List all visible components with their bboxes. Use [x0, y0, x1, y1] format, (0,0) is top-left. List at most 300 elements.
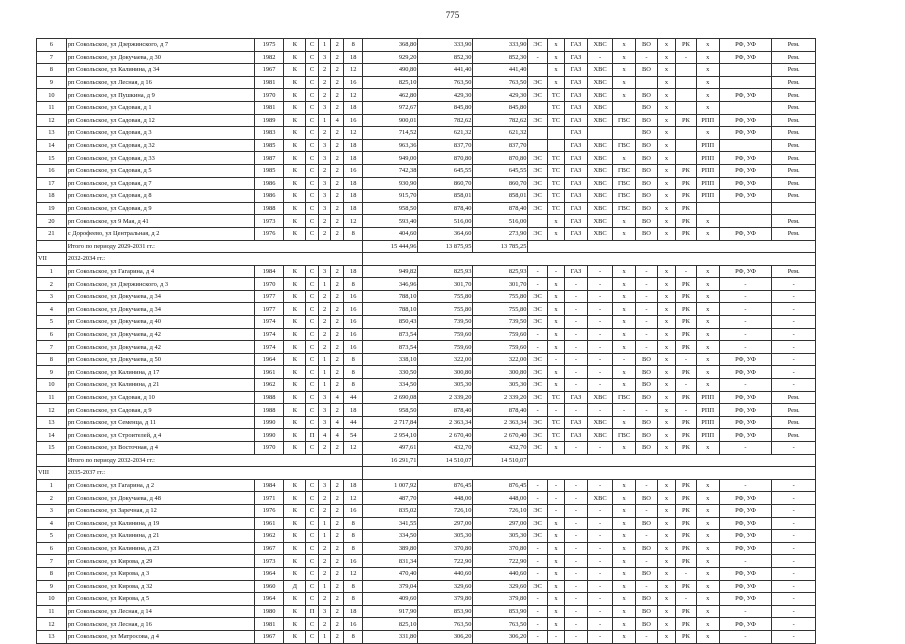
cell-w2: ТС	[547, 114, 564, 127]
cell-t: С	[306, 366, 319, 379]
cell-w11: -	[772, 504, 816, 517]
cell-a: 18	[343, 177, 362, 190]
cell-w2: х	[547, 328, 564, 341]
cell-w3: ГАЗ	[565, 127, 588, 140]
cell-s1: 850,43	[363, 316, 418, 329]
cell-n: 17	[37, 177, 67, 190]
cell-s2: 440,60	[418, 567, 473, 580]
table-row	[37, 593, 816, 606]
cell-w1: ЭС	[528, 76, 547, 89]
cell-p: 2	[331, 202, 344, 215]
table-row	[37, 114, 816, 127]
cell-w3: ГАЗ	[565, 265, 588, 278]
cell-n: 5	[37, 316, 67, 329]
cell-w10: РФ, УФ	[719, 164, 772, 177]
cell-year: 1974	[254, 341, 284, 354]
cell-w9: х	[696, 328, 719, 341]
cell-e: 2	[318, 227, 331, 240]
table-row	[37, 618, 816, 631]
cell-w11: -	[772, 278, 816, 291]
cell-n: 9	[37, 366, 67, 379]
cell-s3: 726,10	[473, 504, 528, 517]
cell-w11: Рем.	[772, 391, 816, 404]
cell-t: С	[306, 114, 319, 127]
cell-w5: х	[613, 580, 636, 593]
cell-year: 1981	[254, 101, 284, 114]
cell-n: 3	[37, 290, 67, 303]
cell-w9: х	[696, 555, 719, 568]
cell-w6: ВО	[636, 542, 658, 555]
table-row	[37, 630, 816, 643]
table-row	[37, 316, 816, 329]
cell-w11: -	[772, 366, 816, 379]
cell-w10: -	[719, 442, 772, 455]
cell-w4: -	[587, 567, 612, 580]
cell-w8	[676, 127, 697, 140]
cell-w7: х	[657, 202, 675, 215]
cell-s2: 300,80	[418, 366, 473, 379]
cell-s1: 825,10	[363, 618, 418, 631]
cell-t: С	[306, 316, 319, 329]
cell-w2: х	[547, 278, 564, 291]
cell-w2: ТС	[547, 429, 564, 442]
cell-addr: рп Сокольское, ул Докучаева, д 48	[66, 492, 254, 505]
cell-w7: х	[657, 39, 675, 52]
cell-w10: РФ, УФ	[719, 580, 772, 593]
cell-w2: ТС	[547, 152, 564, 165]
cell-w7: х	[657, 164, 675, 177]
cell-year: 1964	[254, 567, 284, 580]
cell-s2: 782,62	[418, 114, 473, 127]
cell-n: 14	[37, 429, 67, 442]
cell-p: 2	[331, 303, 344, 316]
cell-w7: х	[657, 630, 675, 643]
cell-w8: РК	[676, 442, 697, 455]
cell-t: С	[306, 290, 319, 303]
cell-w1: ЭС	[528, 290, 547, 303]
cell-a: 12	[343, 442, 362, 455]
cell-w3: ГАЗ	[565, 202, 588, 215]
cell-n: 16	[37, 164, 67, 177]
cell-w10: РФ, УФ	[719, 618, 772, 631]
cell-w3: ГАЗ	[565, 64, 588, 77]
cell-s1: 958,50	[363, 202, 418, 215]
table-row	[37, 139, 816, 152]
cell-w11: Рем.	[772, 265, 816, 278]
cell-w8: РК	[676, 542, 697, 555]
cell-s2: 297,00	[418, 517, 473, 530]
cell-w3: ГАЗ	[565, 114, 588, 127]
cell-w6: ВО	[636, 593, 658, 606]
cell-w4: -	[587, 555, 612, 568]
cell-w11: Рем.	[772, 404, 816, 417]
cell-w5	[613, 127, 636, 140]
cell-w10: РФ, УФ	[719, 504, 772, 517]
cell-w3: ГАЗ	[565, 429, 588, 442]
cell-m: К	[284, 492, 306, 505]
cell-s2: 2 363,34	[418, 416, 473, 429]
cell-w3: -	[565, 492, 588, 505]
cell-w9: РПП	[696, 114, 719, 127]
cell-w8: РК	[676, 114, 697, 127]
cell-addr: рп Сокольское, ул Докучаева, д 40	[66, 316, 254, 329]
cell-w11: -	[772, 605, 816, 618]
cell-w10: РФ, УФ	[719, 89, 772, 102]
cell-t: С	[306, 215, 319, 228]
cell-m: К	[284, 416, 306, 429]
cell-s2: 755,80	[418, 303, 473, 316]
cell-year: 1985	[254, 139, 284, 152]
cell-w2: ТС	[547, 190, 564, 203]
cell-w7: х	[657, 404, 675, 417]
cell-s2: 878,40	[418, 404, 473, 417]
cell-s1: 334,50	[363, 379, 418, 392]
cell-a: 18	[343, 101, 362, 114]
table-row	[37, 416, 816, 429]
cell-w9: х	[696, 76, 719, 89]
cell-s3: 2 363,34	[473, 416, 528, 429]
cell-w1: -	[528, 567, 547, 580]
cell-w6: ВО	[636, 605, 658, 618]
cell-w4: -	[587, 366, 612, 379]
cell-w6: ВО	[636, 89, 658, 102]
cell-a: 12	[343, 215, 362, 228]
cell-s1: 788,10	[363, 303, 418, 316]
cell-w7: х	[657, 316, 675, 329]
cell-t: С	[306, 353, 319, 366]
cell-m: К	[284, 127, 306, 140]
cell-w6: ВО	[636, 517, 658, 530]
table-row	[37, 341, 816, 354]
cell-n: 10	[37, 379, 67, 392]
cell-w1: ЭС	[528, 164, 547, 177]
cell-w8: -	[676, 51, 697, 64]
table-row	[37, 328, 816, 341]
cell-w2: х	[547, 303, 564, 316]
cell-w1: -	[528, 605, 547, 618]
cell-s1: 788,10	[363, 290, 418, 303]
cell-m: К	[284, 379, 306, 392]
cell-t: С	[306, 64, 319, 77]
cell-w3: -	[565, 328, 588, 341]
cell-s3: 448,00	[473, 492, 528, 505]
cell-t: С	[306, 479, 319, 492]
cell-w4: -	[587, 517, 612, 530]
cell-n: 21	[37, 227, 67, 240]
cell-empty	[363, 467, 816, 480]
cell-w1: -	[528, 479, 547, 492]
cell-w8: РК	[676, 504, 697, 517]
cell-w1: ЭС	[528, 152, 547, 165]
cell-m: К	[284, 517, 306, 530]
cell-m: К	[284, 316, 306, 329]
cell-e: 1	[318, 580, 331, 593]
cell-t: С	[306, 404, 319, 417]
cell-w6: ВО	[636, 202, 658, 215]
cell-w5: х	[613, 555, 636, 568]
cell-n: 14	[37, 139, 67, 152]
cell-w9: х	[696, 227, 719, 240]
cell-s1: 963,36	[363, 139, 418, 152]
table-row	[37, 391, 816, 404]
cell-w11: Рем.	[772, 416, 816, 429]
cell-w1: -	[528, 593, 547, 606]
section-number: VII	[37, 253, 67, 266]
cell-t: С	[306, 416, 319, 429]
cell-w10: РФ, УФ	[719, 391, 772, 404]
cell-w5: х	[613, 593, 636, 606]
cell-w4: -	[587, 442, 612, 455]
cell-w9: РПП	[696, 416, 719, 429]
cell-w1: -	[528, 341, 547, 354]
cell-w8: РК	[676, 328, 697, 341]
cell-addr: рп Сокольское, ул Строителей, д 4	[66, 429, 254, 442]
cell-w1	[528, 127, 547, 140]
cell-t: С	[306, 265, 319, 278]
cell-m: К	[284, 353, 306, 366]
cell-m: К	[284, 429, 306, 442]
cell-w1: -	[528, 278, 547, 291]
cell-w8: -	[676, 404, 697, 417]
cell-w4: ХВС	[587, 202, 612, 215]
cell-w8: РК	[676, 580, 697, 593]
cell-m: К	[284, 51, 306, 64]
cell-addr: рп Сокольское, ул Восточная, д 4	[66, 442, 254, 455]
cell-p: 4	[331, 429, 344, 442]
cell-s1: 917,90	[363, 605, 418, 618]
cell-w8: РК	[676, 555, 697, 568]
cell-w8: РК	[676, 164, 697, 177]
cell-w11: Рем.	[772, 51, 816, 64]
cell-w6: ВО	[636, 139, 658, 152]
cell-p: 2	[331, 580, 344, 593]
cell-a: 8	[343, 593, 362, 606]
cell-year: 1973	[254, 555, 284, 568]
cell-p: 2	[331, 127, 344, 140]
cell-a: 18	[343, 190, 362, 203]
cell-w4: -	[587, 593, 612, 606]
cell-w2: х	[547, 341, 564, 354]
cell-w5: х	[613, 618, 636, 631]
period-total-row	[37, 240, 816, 253]
cell-m: К	[284, 265, 306, 278]
cell-w3: ГАЗ	[565, 51, 588, 64]
cell-w1: ЭС	[528, 416, 547, 429]
cell-n	[37, 240, 67, 253]
cell-w3: ГАЗ	[565, 164, 588, 177]
cell-w2: -	[547, 630, 564, 643]
cell-a: 12	[343, 567, 362, 580]
cell-s2: 755,80	[418, 290, 473, 303]
cell-e: 1	[318, 630, 331, 643]
cell-year: 1987	[254, 152, 284, 165]
cell-w7: х	[657, 51, 675, 64]
cell-w9: х	[696, 593, 719, 606]
cell-a: 16	[343, 164, 362, 177]
cell-w1: -	[528, 555, 547, 568]
table-row	[37, 164, 816, 177]
cell-w9: РПП	[696, 429, 719, 442]
cell-w6: ВО	[636, 379, 658, 392]
cell-a: 16	[343, 328, 362, 341]
cell-w3: -	[565, 605, 588, 618]
cell-w9: х	[696, 265, 719, 278]
cell-s3: 759,60	[473, 341, 528, 354]
cell-year: 1964	[254, 353, 284, 366]
cell-s1: 331,80	[363, 630, 418, 643]
cell-w5: х	[613, 278, 636, 291]
cell-p: 2	[331, 278, 344, 291]
cell-s3: 516,00	[473, 215, 528, 228]
cell-t: С	[306, 164, 319, 177]
cell-t: П	[306, 429, 319, 442]
cell-w6: ВО	[636, 127, 658, 140]
cell-w6: -	[636, 51, 658, 64]
cell-w5: ГВС	[613, 202, 636, 215]
cell-year: 1986	[254, 177, 284, 190]
cell-n: 13	[37, 416, 67, 429]
cell-w9: х	[696, 278, 719, 291]
cell-year: 1962	[254, 530, 284, 543]
cell-addr: рп Сокольское, ул Калинина, д 34	[66, 64, 254, 77]
cell-n: 8	[37, 64, 67, 77]
cell-s2: 379,80	[418, 593, 473, 606]
cell-w8: РК	[676, 290, 697, 303]
cell-w4: -	[587, 278, 612, 291]
cell-w7: х	[657, 593, 675, 606]
cell-w3: ГАЗ	[565, 177, 588, 190]
cell-w4: -	[587, 353, 612, 366]
cell-w4: -	[587, 618, 612, 631]
cell-e: 2	[318, 593, 331, 606]
cell-w10	[719, 101, 772, 114]
housing-register-table	[36, 38, 816, 644]
cell-w7: х	[657, 517, 675, 530]
cell-w2: х	[547, 215, 564, 228]
cell-e: 2	[318, 341, 331, 354]
cell-s1: 338,10	[363, 353, 418, 366]
total-label: Итого по периоду 2029-2031 гг.:	[66, 240, 363, 253]
cell-w4: ХВС	[587, 492, 612, 505]
cell-w7: х	[657, 479, 675, 492]
cell-w3: -	[565, 290, 588, 303]
cell-w8: РК	[676, 278, 697, 291]
cell-s1: 831,34	[363, 555, 418, 568]
cell-s2: 301,70	[418, 278, 473, 291]
cell-w10: РФ, УФ	[719, 227, 772, 240]
cell-w2: -	[547, 353, 564, 366]
cell-s3: 329,60	[473, 580, 528, 593]
cell-s2: 739,50	[418, 316, 473, 329]
cell-p: 2	[331, 530, 344, 543]
cell-w6: -	[636, 555, 658, 568]
cell-addr: рп Сокольское, ул Заречная, д 12	[66, 504, 254, 517]
cell-w3: ГАЗ	[565, 227, 588, 240]
cell-w10: -	[719, 555, 772, 568]
cell-m: К	[284, 290, 306, 303]
cell-w10: -	[719, 316, 772, 329]
cell-n: 6	[37, 328, 67, 341]
cell-year: 1962	[254, 379, 284, 392]
cell-e: 2	[318, 567, 331, 580]
cell-n: 9	[37, 580, 67, 593]
table-row	[37, 152, 816, 165]
cell-w4: -	[587, 290, 612, 303]
cell-n: 1	[37, 265, 67, 278]
cell-s2: 306,20	[418, 630, 473, 643]
total-s2: 14 510,07	[418, 454, 473, 467]
cell-e: 3	[318, 202, 331, 215]
cell-w2: ТС	[547, 391, 564, 404]
cell-p: 2	[331, 328, 344, 341]
cell-e: 2	[318, 504, 331, 517]
cell-n: 9	[37, 76, 67, 89]
cell-addr: с Дорофеево, ул Центральная, д 2	[66, 227, 254, 240]
cell-w10: РФ, УФ	[719, 416, 772, 429]
cell-e: 3	[318, 152, 331, 165]
cell-w11: -	[772, 567, 816, 580]
cell-w4: -	[587, 504, 612, 517]
cell-a: 18	[343, 202, 362, 215]
cell-w2: х	[547, 316, 564, 329]
cell-w8: РК	[676, 39, 697, 52]
cell-w3: -	[565, 341, 588, 354]
cell-w1: ЭС	[528, 202, 547, 215]
cell-w5: х	[613, 265, 636, 278]
cell-w1: ЭС	[528, 227, 547, 240]
cell-p: 2	[331, 265, 344, 278]
cell-a: 12	[343, 492, 362, 505]
cell-p: 2	[331, 177, 344, 190]
cell-w4	[587, 127, 612, 140]
cell-w2: х	[547, 530, 564, 543]
cell-w3: -	[565, 555, 588, 568]
cell-w6: -	[636, 265, 658, 278]
cell-w10: РФ, УФ	[719, 429, 772, 442]
cell-w11: -	[772, 316, 816, 329]
cell-w4: ХВС	[587, 164, 612, 177]
cell-w3: -	[565, 278, 588, 291]
cell-w5: -	[613, 353, 636, 366]
cell-w9: РПП	[696, 404, 719, 417]
cell-year: 1970	[254, 278, 284, 291]
cell-w7: х	[657, 353, 675, 366]
cell-w5: х	[613, 366, 636, 379]
cell-w3: -	[565, 379, 588, 392]
cell-w1: -	[528, 630, 547, 643]
cell-s3: 853,90	[473, 605, 528, 618]
cell-a: 16	[343, 114, 362, 127]
cell-w10: РФ, УФ	[719, 127, 772, 140]
cell-w9: х	[696, 127, 719, 140]
cell-t: С	[306, 492, 319, 505]
cell-a: 16	[343, 504, 362, 517]
cell-e: 1	[318, 278, 331, 291]
cell-year: 1980	[254, 605, 284, 618]
cell-s1: 330,50	[363, 366, 418, 379]
cell-w9: х	[696, 492, 719, 505]
cell-w6	[636, 76, 658, 89]
cell-a: 16	[343, 316, 362, 329]
cell-s1: 404,60	[363, 227, 418, 240]
cell-w8: -	[676, 593, 697, 606]
cell-m: К	[284, 593, 306, 606]
cell-s3: 782,62	[473, 114, 528, 127]
cell-w6: ВО	[636, 618, 658, 631]
cell-w3: -	[565, 530, 588, 543]
cell-p: 2	[331, 227, 344, 240]
cell-s3: 645,55	[473, 164, 528, 177]
